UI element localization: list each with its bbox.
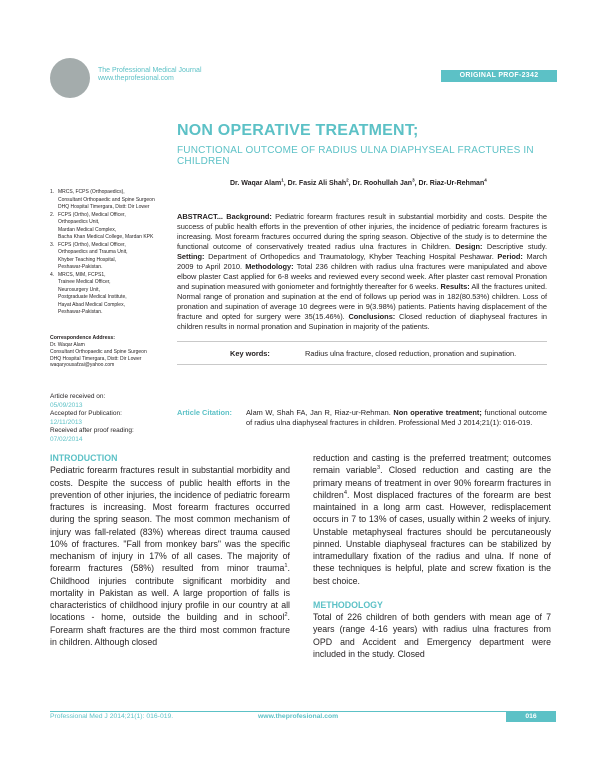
footer-url-link[interactable]: www.theprofesional.com xyxy=(258,713,339,720)
citation-label: Article Citation: xyxy=(177,408,233,417)
author-name: Dr. Fasiz Ali Shah xyxy=(287,180,347,187)
introduction-paragraph: Pediatric forearm fractures result in substantial morbidity and costs. Despite the success of public health efforts in the prevention of other injuries, the incidence of pediatric forearm fractures is increasing. Most forearm fractures occurred during the spring season. The most common mechanism of injury was fall-related (83%) whereas direct trauma caused 10% of fractures. "Fall from monkey bars" was the specific mechanism of injury in 17% of all cases. The majority of forearm fractures (58%) resulted from minor trauma$^1$. Childhood injuries contribute significant morbidity and mortality in Pakistan as well. A large proportion of falls is characteristics of childhood injury profile in our country at all locations - home, outside the building and in school$^2$. Forearm shaft fractures are the third most common fracture in children. Although closed xyxy=(50,465,290,647)
affiliation-item: 2. FCPS (Ortho), Medical Officer, Orthopaedics Unit, Mardan Medical Complex, Bacha Khan Medical College, Mardan KPK xyxy=(50,211,154,240)
keywords-text: Radius ulna fracture, closed reduction, pronation and supination. xyxy=(305,349,517,358)
revised-date: 07/02/2014 xyxy=(50,435,83,443)
article-type-badge: ORIGINAL PROF-2342 xyxy=(441,70,557,82)
abstract: ABSTRACT... Background: Pediatric forearm fractures result in substantial morbidity and costs. Despite the success of public health efforts in the prevention of other injuries, the incidence of pediatric forearm fractures is increasing. Most forearm fractures occurred during the spring season. Objective of the study is to determine the functional outcome of conservatively treated radius ulna fractures in Children. Design: Descriptive study. Setting: Department of Orthopedics and Traumatology, Khyber Teaching Hospital Peshawar. Period: March 2009 to April 2010. Methodology: Total 236 children with radius ulna fractures were manipulated and above elbow plaster Cast applied for 6-8 weeks and reviewed every second week. After plaster cast removal Pronation and supination measured with goniometer and fortnightly thereafter for 6 weeks. Results: All the fractures united. Normal range of pronation and supination at the end of follows up period was in 182(80.53%) children. Loss of pronation and supination of average 10 degrees were in 9(3.98%) patients. Patients having displacement of the fracture and opted for surgery were 35(15.46%). Conclusions: Closed reduction of diaphyseal fractures in children results in normal pronation and Supination in majority of the patients. xyxy=(177,212,548,332)
author-name: Dr. Riaz-Ur-Rehman xyxy=(418,180,485,187)
correspondence-title: Correspondence Address: xyxy=(50,335,115,341)
accepted-date: 12/11/2013 xyxy=(50,418,83,426)
page-number: 016 xyxy=(506,711,556,722)
journal-name: The Professional Medical Journal xyxy=(98,67,202,74)
journal-url-link[interactable]: www.theprofesional.com xyxy=(98,75,174,82)
citation-text: Alam W, Shah FA, Jan R, Riaz-ur-Rehman. Non operative treatment; functional outcome of radius ulna diaphyseal fractures in children. Professional Med J 2014;21(1): 016-019. xyxy=(246,408,547,428)
revised-label: Received after proof reading: xyxy=(50,427,134,435)
footer-citation: Professional Med J 2014;21(1): 016-019. xyxy=(50,713,174,720)
keywords-divider-bottom xyxy=(177,364,547,365)
article-subtitle: FUNCTIONAL OUTCOME OF RADIUS ULNA DIAPHYSEAL FRACTURES IN CHILDREN xyxy=(177,145,534,167)
author-list: Dr. Waqar Alam$^1$, Dr. Fasiz Ali Shah$^2$, Dr. Roohullah Jan$^3$, Dr. Riaz-Ur-Rehman$^4$ xyxy=(230,177,487,187)
article-dates xyxy=(50,393,170,445)
affiliation-item: 1. MRCS, FCPS (Orthopaedics), Consultant Orthopaedic and Spine Surgeon DHQ Hospital Timergara, Distt: Dir Lower xyxy=(50,189,155,210)
received-label: Article received on: xyxy=(50,393,106,400)
methodology-heading: METHODOLOGY xyxy=(313,599,383,610)
affiliation-item: 3. FCPS (Ortho), Medical Officer, Orthopaedics and Trauma Unit, Khyber Teaching Hospital, Peshawar-Pakistan. xyxy=(50,241,128,270)
journal-logo xyxy=(50,58,90,98)
body-column-right xyxy=(313,452,551,660)
accepted-label: Accepted for Publication: xyxy=(50,410,122,418)
received-date: 05/09/2013 xyxy=(50,401,83,409)
introduction-paragraph-continued: reduction and casting is the preferred treatment; outcomes remain variable$^3$. Closed reduction and casting are the primary means of treatment in over 90% forearm fractures in children$^4$. Most displaced fractures of the forearm are best maintained in a long arm cast. However, redisplacement occurs in 7 to 13% of cases, usually within 2 weeks of injury. Unstable metaphyseal fractures should be percutaneously pinned. Unstable diaphyseal fractures can be stabilized by intramedullary fixation of the radius and ulna. If none of these techniques is helpful, plate and screw fixation is the best choice. xyxy=(313,453,551,586)
correspondence-email-link[interactable]: waqaryousafzai@yahoo.com xyxy=(50,362,115,369)
introduction-heading: INTRODUCTION xyxy=(50,453,118,463)
correspondence-address: Dr. Waqar Alam Consultant Orthopaedic and Spine Surgeon DHQ Hospital Timergara, Distt: Dir Lower waqaryousafzai@yahoo.com xyxy=(50,342,180,369)
keywords-divider-top xyxy=(177,341,547,342)
author-name: Dr. Waqar Alam xyxy=(230,180,282,187)
methodology-paragraph: Total of 226 children of both genders with mean age of 7 years (range 4-16 years) with radius ulna fractures from OPD and Accident and Emergency department were included in the study. Closed xyxy=(313,612,551,659)
body-column-left xyxy=(50,452,290,648)
article-title: NON OPERATIVE TREATMENT; xyxy=(177,122,419,139)
affiliations-list xyxy=(50,189,176,317)
keywords-label: Key words: xyxy=(230,349,270,358)
author-name: Dr. Roohullah Jan xyxy=(352,180,413,187)
affiliation-item: 4. MRCS, MIM, FCPS1, Trainee Medical Officer, Neurosurgery Unit, Postgraduate Medical Institute, Hayat Abad Medical Complex, Peshawar-Pakistan. xyxy=(50,271,127,315)
